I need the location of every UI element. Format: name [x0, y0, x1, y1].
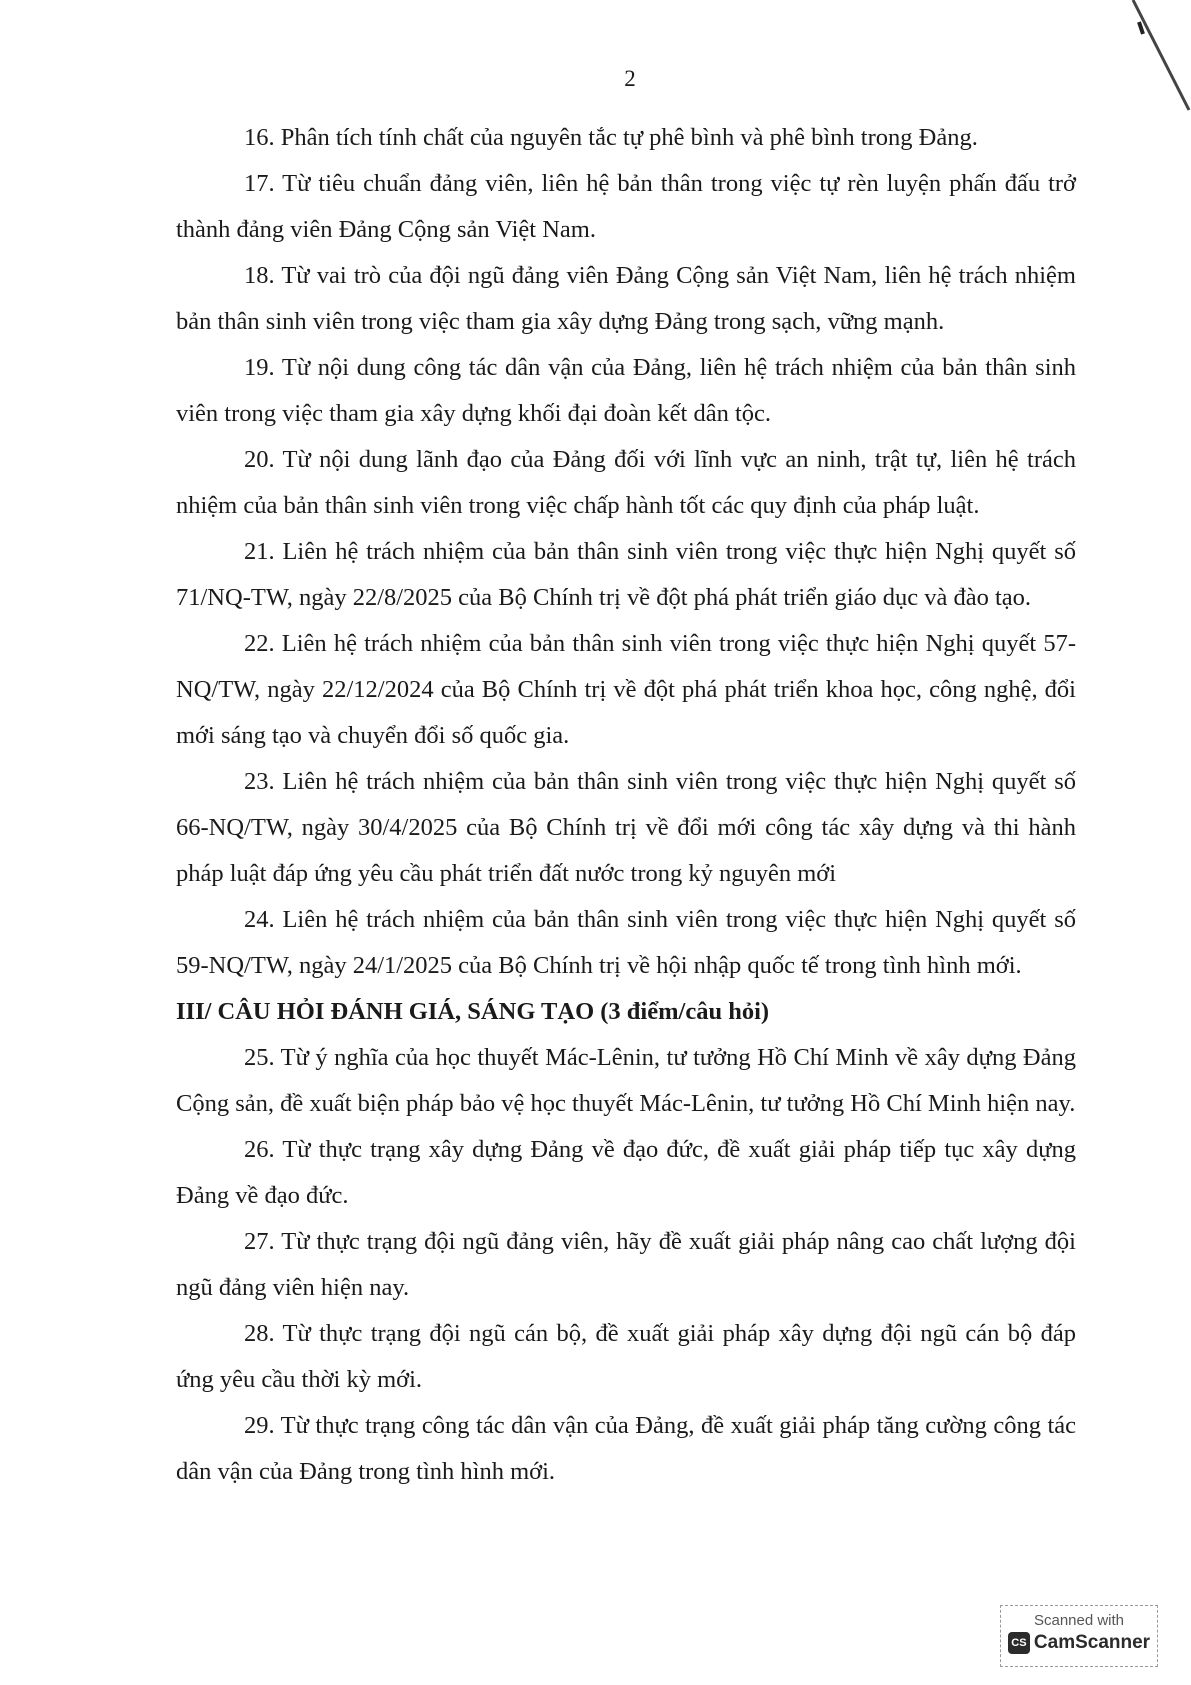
question-29: 29. Từ thực trạng công tác dân vận của Đảng, đề xuất giải pháp tăng cường công tác dân vận của Đảng trong tình hình mới.: [176, 1412, 1076, 1485]
question-18: 18. Từ vai trò của đội ngũ đảng viên Đảng Cộng sản Việt Nam, liên hệ trách nhiệm bản thân sinh viên trong việc tham gia xây dựng Đảng trong sạch, vững mạnh.: [176, 262, 1076, 335]
question-21: 21. Liên hệ trách nhiệm của bản thân sinh viên trong việc thực hiện Nghị quyết số 71/NQ-TW, ngày 22/8/2025 của Bộ Chính trị về đột phá phát triển giáo dục và đào tạo.: [176, 538, 1076, 611]
scan-edge-mark: [1081, 0, 1191, 120]
question-24: 24. Liên hệ trách nhiệm của bản thân sinh viên trong việc thực hiện Nghị quyết số 59-NQ/TW, ngày 24/1/2025 của Bộ Chính trị về hội nhập quốc tế trong tình hình mới.: [176, 906, 1076, 979]
camscanner-watermark: [1000, 1605, 1158, 1667]
question-17: 17. Từ tiêu chuẩn đảng viên, liên hệ bản thân trong việc tự rèn luyện phấn đấu trở thành đảng viên Đảng Cộng sản Việt Nam.: [176, 170, 1076, 243]
question-16: 16. Phân tích tính chất của nguyên tắc tự phê bình và phê bình trong Đảng.: [244, 124, 978, 151]
question-22: 22. Liên hệ trách nhiệm của bản thân sinh viên trong việc thực hiện Nghị quyết 57-NQ/TW, ngày 22/12/2024 của Bộ Chính trị về đột phá phát triển khoa học, công nghệ, đổi mới sáng tạo và chuyển đổi số quốc gia.: [176, 630, 1076, 749]
watermark-brand: CamScanner: [1033, 1632, 1151, 1653]
watermark-caption: Scanned with: [1033, 1612, 1125, 1629]
question-28: 28. Từ thực trạng đội ngũ cán bộ, đề xuất giải pháp xây dựng đội ngũ cán bộ đáp ứng yêu cầu thời kỳ mới.: [176, 1320, 1076, 1393]
section-heading-3: III/ CÂU HỎI ĐÁNH GIÁ, SÁNG TẠO (3 điểm/câu hỏi): [176, 998, 770, 1025]
question-23: 23. Liên hệ trách nhiệm của bản thân sinh viên trong việc thực hiện Nghị quyết số 66-NQ/TW, ngày 30/4/2025 của Bộ Chính trị về đổi mới công tác xây dựng và thi hành pháp luật đáp ứng yêu cầu phát triển đất nước trong kỷ nguyên mới: [176, 768, 1076, 887]
question-20: 20. Từ nội dung lãnh đạo của Đảng đối với lĩnh vực an ninh, trật tự, liên hệ trách nhiệm của bản thân sinh viên trong việc chấp hành tốt các quy định của pháp luật.: [176, 446, 1076, 519]
page-number: 2: [624, 66, 636, 91]
question-25: 25. Từ ý nghĩa của học thuyết Mác-Lênin, tư tưởng Hồ Chí Minh về xây dựng Đảng Cộng sản, đề xuất biện pháp bảo vệ học thuyết Mác-Lênin, tư tưởng Hồ Chí Minh hiện nay.: [176, 1044, 1076, 1117]
question-26: 26. Từ thực trạng xây dựng Đảng về đạo đức, đề xuất giải pháp tiếp tục xây dựng Đảng về đạo đức.: [176, 1136, 1076, 1209]
document-body: [176, 115, 1076, 1495]
question-27: 27. Từ thực trạng đội ngũ đảng viên, hãy đề xuất giải pháp nâng cao chất lượng đội ngũ đảng viên hiện nay.: [176, 1228, 1076, 1301]
camscanner-logo-icon: CS: [1008, 1632, 1030, 1654]
question-19: 19. Từ nội dung công tác dân vận của Đảng, liên hệ trách nhiệm của bản thân sinh viên trong việc tham gia xây dựng khối đại đoàn kết dân tộc.: [176, 354, 1076, 427]
